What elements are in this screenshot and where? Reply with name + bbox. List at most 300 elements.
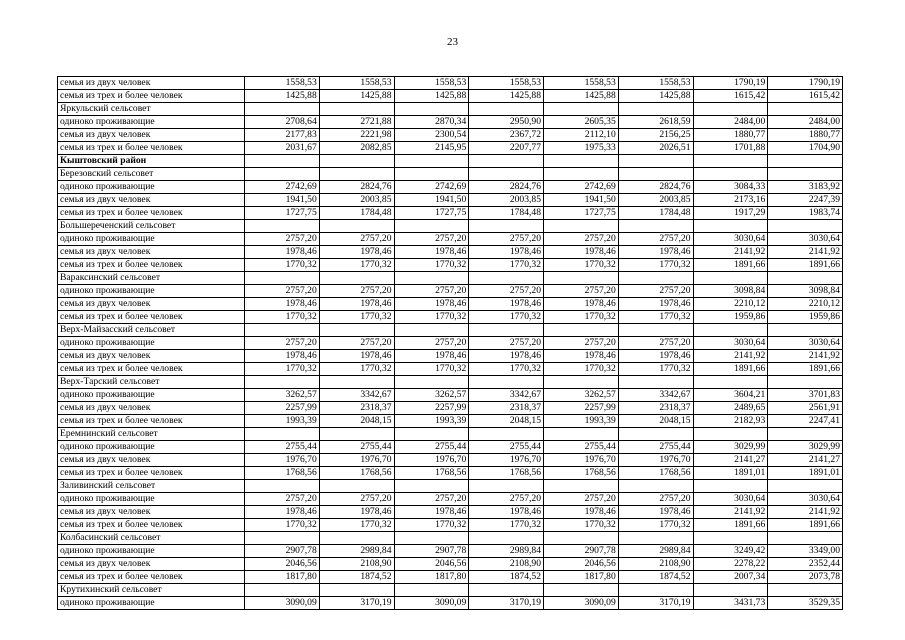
settlement-name: Верх-Майзасский сельсовет bbox=[58, 324, 245, 337]
table-row bbox=[58, 493, 843, 506]
tariff-cell: 2484,00 bbox=[768, 116, 843, 129]
tariff-cell: 1941,50 bbox=[544, 194, 619, 207]
tariff-cell bbox=[319, 376, 394, 389]
tariff-cell: 1770,32 bbox=[319, 363, 394, 376]
settlement-name: Верх-Тарский сельсовет bbox=[58, 376, 245, 389]
settlement-name: Крутихинский сельсовет bbox=[58, 584, 245, 597]
settlement-row bbox=[58, 480, 843, 493]
tariff-cell bbox=[693, 168, 768, 181]
tariff-cell bbox=[469, 376, 544, 389]
tariff-cell: 1770,32 bbox=[469, 259, 544, 272]
table-row bbox=[58, 545, 843, 558]
tariff-cell: 1770,32 bbox=[394, 519, 469, 532]
tariff-cell: 3262,57 bbox=[245, 389, 320, 402]
tariff-cell: 1976,70 bbox=[544, 454, 619, 467]
tariff-cell: 1425,88 bbox=[245, 90, 320, 103]
tariff-cell: 2757,20 bbox=[245, 285, 320, 298]
settlement-row bbox=[58, 428, 843, 441]
tariff-cell: 2046,56 bbox=[245, 558, 320, 571]
tariff-cell bbox=[693, 272, 768, 285]
tariff-cell: 3030,64 bbox=[768, 233, 843, 246]
tariff-cell: 2989,84 bbox=[469, 545, 544, 558]
tariff-cell: 2757,20 bbox=[319, 337, 394, 350]
table-row bbox=[58, 519, 843, 532]
tariff-cell bbox=[693, 376, 768, 389]
tariff-cell: 1874,52 bbox=[319, 571, 394, 584]
settlement-name: Березовский сельсовет bbox=[58, 168, 245, 181]
tariff-cell bbox=[469, 584, 544, 597]
household-category: семья из трех и более человек bbox=[58, 259, 245, 272]
tariff-cell: 1770,32 bbox=[245, 363, 320, 376]
tariff-cell: 1727,75 bbox=[544, 207, 619, 220]
tariff-cell bbox=[768, 272, 843, 285]
tariff-cell bbox=[319, 155, 394, 168]
tariff-cell: 2757,20 bbox=[319, 285, 394, 298]
tariff-cell bbox=[618, 480, 693, 493]
tariff-cell: 1978,46 bbox=[544, 506, 619, 519]
table-row bbox=[58, 246, 843, 259]
tariff-cell: 2755,44 bbox=[618, 441, 693, 454]
tariff-cell bbox=[544, 584, 619, 597]
table-row bbox=[58, 116, 843, 129]
tariff-cell: 2742,69 bbox=[245, 181, 320, 194]
tariff-cell bbox=[768, 324, 843, 337]
tariff-cell: 1891,66 bbox=[693, 519, 768, 532]
tariff-cell: 2950,90 bbox=[469, 116, 544, 129]
tariff-cell bbox=[245, 220, 320, 233]
tariff-cell bbox=[469, 532, 544, 545]
table-row bbox=[58, 129, 843, 142]
tariff-cell bbox=[768, 155, 843, 168]
household-category: семья из трех и более человек bbox=[58, 207, 245, 220]
table-row bbox=[58, 233, 843, 246]
tariff-cell: 2278,22 bbox=[693, 558, 768, 571]
tariff-cell: 3342,67 bbox=[319, 389, 394, 402]
tariff-cell: 1959,86 bbox=[768, 311, 843, 324]
tariff-cell bbox=[618, 428, 693, 441]
tariff-cell: 2757,20 bbox=[618, 337, 693, 350]
settlement-row bbox=[58, 324, 843, 337]
household-category: семья из трех и более человек bbox=[58, 519, 245, 532]
tariff-cell: 2048,15 bbox=[469, 415, 544, 428]
table-row bbox=[58, 558, 843, 571]
tariff-cell: 1768,56 bbox=[544, 467, 619, 480]
household-category: одиноко проживающие bbox=[58, 597, 245, 610]
tariff-cell: 2757,20 bbox=[544, 337, 619, 350]
tariff-cell bbox=[245, 376, 320, 389]
tariff-cell bbox=[319, 168, 394, 181]
table-row bbox=[58, 597, 843, 610]
tariff-cell bbox=[544, 272, 619, 285]
tariff-cell: 2989,84 bbox=[618, 545, 693, 558]
tariff-cell: 1770,32 bbox=[469, 311, 544, 324]
tariff-cell: 1874,52 bbox=[618, 571, 693, 584]
settlement-name: Заливинский сельсовет bbox=[58, 480, 245, 493]
tariff-cell: 3262,57 bbox=[544, 389, 619, 402]
tariff-cell: 1425,88 bbox=[319, 90, 394, 103]
tariff-cell: 1891,66 bbox=[693, 259, 768, 272]
tariff-cell: 2007,34 bbox=[693, 571, 768, 584]
tariff-cell: 2618,59 bbox=[618, 116, 693, 129]
tariff-cell: 1978,46 bbox=[245, 506, 320, 519]
tariff-cell bbox=[394, 272, 469, 285]
tariff-cell: 1983,74 bbox=[768, 207, 843, 220]
tariff-cell: 2257,99 bbox=[245, 402, 320, 415]
tariff-cell: 1770,32 bbox=[544, 363, 619, 376]
tariff-table bbox=[57, 76, 843, 610]
household-category: семья из трех и более человек bbox=[58, 571, 245, 584]
tariff-cell: 2870,34 bbox=[394, 116, 469, 129]
tariff-cell: 3183,92 bbox=[768, 181, 843, 194]
tariff-cell: 3170,19 bbox=[319, 597, 394, 610]
settlement-name: Вараксинский сельсовет bbox=[58, 272, 245, 285]
tariff-cell: 1978,46 bbox=[469, 350, 544, 363]
tariff-cell bbox=[319, 272, 394, 285]
tariff-cell bbox=[469, 324, 544, 337]
tariff-cell: 2318,37 bbox=[618, 402, 693, 415]
tariff-cell: 1770,32 bbox=[618, 363, 693, 376]
household-category: семья из двух человек bbox=[58, 558, 245, 571]
tariff-cell: 2989,84 bbox=[319, 545, 394, 558]
tariff-cell: 1770,32 bbox=[245, 311, 320, 324]
table-row bbox=[58, 142, 843, 155]
tariff-table-body bbox=[58, 77, 843, 610]
tariff-cell bbox=[245, 480, 320, 493]
tariff-cell: 2742,69 bbox=[394, 181, 469, 194]
tariff-cell bbox=[245, 532, 320, 545]
tariff-cell: 1978,46 bbox=[618, 506, 693, 519]
tariff-cell bbox=[394, 532, 469, 545]
household-category: семья из трех и более человек bbox=[58, 142, 245, 155]
tariff-cell: 2708,64 bbox=[245, 116, 320, 129]
household-category: семья из двух человек bbox=[58, 246, 245, 259]
tariff-cell: 1701,88 bbox=[693, 142, 768, 155]
tariff-cell: 2141,92 bbox=[693, 246, 768, 259]
tariff-cell bbox=[245, 155, 320, 168]
tariff-cell: 1784,48 bbox=[319, 207, 394, 220]
tariff-cell: 3090,09 bbox=[245, 597, 320, 610]
tariff-cell: 2742,69 bbox=[544, 181, 619, 194]
tariff-cell bbox=[768, 480, 843, 493]
tariff-cell: 1978,46 bbox=[319, 298, 394, 311]
tariff-cell: 2757,20 bbox=[618, 233, 693, 246]
tariff-cell bbox=[693, 155, 768, 168]
tariff-cell: 2824,76 bbox=[319, 181, 394, 194]
tariff-cell bbox=[245, 168, 320, 181]
household-category: семья из трех и более человек bbox=[58, 467, 245, 480]
tariff-cell: 2757,20 bbox=[245, 337, 320, 350]
tariff-cell bbox=[319, 324, 394, 337]
tariff-cell bbox=[618, 155, 693, 168]
tariff-cell: 2484,00 bbox=[693, 116, 768, 129]
tariff-cell bbox=[618, 532, 693, 545]
table-row bbox=[58, 207, 843, 220]
tariff-cell: 1425,88 bbox=[394, 90, 469, 103]
tariff-cell: 1784,48 bbox=[469, 207, 544, 220]
tariff-cell: 1978,46 bbox=[469, 298, 544, 311]
tariff-cell: 3030,64 bbox=[693, 493, 768, 506]
tariff-cell bbox=[618, 376, 693, 389]
tariff-cell: 2221,98 bbox=[319, 129, 394, 142]
tariff-cell: 2367,72 bbox=[469, 129, 544, 142]
tariff-cell bbox=[693, 428, 768, 441]
tariff-cell: 2141,27 bbox=[693, 454, 768, 467]
table-row bbox=[58, 181, 843, 194]
settlement-row bbox=[58, 168, 843, 181]
tariff-cell: 1978,46 bbox=[618, 350, 693, 363]
tariff-cell bbox=[394, 168, 469, 181]
tariff-cell bbox=[544, 220, 619, 233]
tariff-cell bbox=[394, 428, 469, 441]
tariff-cell: 1976,70 bbox=[618, 454, 693, 467]
tariff-cell bbox=[319, 584, 394, 597]
tariff-cell bbox=[245, 428, 320, 441]
tariff-cell: 1770,32 bbox=[319, 519, 394, 532]
tariff-cell bbox=[768, 584, 843, 597]
tariff-cell bbox=[469, 220, 544, 233]
tariff-cell: 1978,46 bbox=[319, 246, 394, 259]
tariff-cell: 2026,51 bbox=[618, 142, 693, 155]
tariff-cell: 1768,56 bbox=[319, 467, 394, 480]
tariff-cell: 3262,57 bbox=[394, 389, 469, 402]
table-row bbox=[58, 363, 843, 376]
tariff-cell bbox=[618, 220, 693, 233]
tariff-cell: 1978,46 bbox=[394, 246, 469, 259]
tariff-cell bbox=[768, 168, 843, 181]
tariff-cell: 2757,20 bbox=[469, 233, 544, 246]
tariff-cell: 2082,85 bbox=[319, 142, 394, 155]
tariff-cell bbox=[768, 103, 843, 116]
tariff-cell: 2207,77 bbox=[469, 142, 544, 155]
tariff-cell bbox=[693, 584, 768, 597]
tariff-cell: 1425,88 bbox=[544, 90, 619, 103]
tariff-cell: 2907,78 bbox=[544, 545, 619, 558]
tariff-cell: 2755,44 bbox=[319, 441, 394, 454]
tariff-cell: 1978,46 bbox=[469, 246, 544, 259]
tariff-cell: 2757,20 bbox=[319, 493, 394, 506]
table-row bbox=[58, 194, 843, 207]
household-category: одиноко проживающие bbox=[58, 116, 245, 129]
tariff-cell: 2108,90 bbox=[618, 558, 693, 571]
tariff-cell: 2352,44 bbox=[768, 558, 843, 571]
tariff-cell: 1558,53 bbox=[319, 77, 394, 90]
tariff-cell: 2247,41 bbox=[768, 415, 843, 428]
tariff-cell: 1993,39 bbox=[544, 415, 619, 428]
household-category: семья из трех и более человек bbox=[58, 415, 245, 428]
tariff-cell bbox=[319, 103, 394, 116]
tariff-cell bbox=[319, 480, 394, 493]
tariff-cell: 1941,50 bbox=[245, 194, 320, 207]
tariff-cell: 1978,46 bbox=[394, 506, 469, 519]
tariff-cell: 1558,53 bbox=[245, 77, 320, 90]
tariff-cell: 1770,32 bbox=[618, 519, 693, 532]
tariff-cell: 2757,20 bbox=[469, 493, 544, 506]
table-row bbox=[58, 298, 843, 311]
tariff-cell: 3249,42 bbox=[693, 545, 768, 558]
tariff-cell: 2108,90 bbox=[469, 558, 544, 571]
tariff-cell: 1891,66 bbox=[768, 259, 843, 272]
tariff-cell: 2318,37 bbox=[469, 402, 544, 415]
tariff-cell: 1727,75 bbox=[394, 207, 469, 220]
tariff-cell bbox=[319, 532, 394, 545]
tariff-cell: 3084,33 bbox=[693, 181, 768, 194]
tariff-cell bbox=[245, 584, 320, 597]
household-category: семья из двух человек bbox=[58, 298, 245, 311]
tariff-cell: 1770,32 bbox=[544, 519, 619, 532]
tariff-cell: 3090,09 bbox=[544, 597, 619, 610]
tariff-cell bbox=[768, 428, 843, 441]
tariff-cell: 1425,88 bbox=[618, 90, 693, 103]
tariff-cell bbox=[768, 532, 843, 545]
tariff-cell bbox=[469, 480, 544, 493]
tariff-cell: 2300,54 bbox=[394, 129, 469, 142]
tariff-cell bbox=[394, 376, 469, 389]
tariff-cell: 2141,92 bbox=[768, 350, 843, 363]
tariff-cell: 1615,42 bbox=[768, 90, 843, 103]
tariff-cell: 2907,78 bbox=[245, 545, 320, 558]
settlement-name: Большереченский сельсовет bbox=[58, 220, 245, 233]
tariff-cell: 1727,75 bbox=[245, 207, 320, 220]
tariff-cell: 2561,91 bbox=[768, 402, 843, 415]
tariff-cell: 1615,42 bbox=[693, 90, 768, 103]
tariff-cell: 1978,46 bbox=[618, 298, 693, 311]
tariff-cell: 1558,53 bbox=[469, 77, 544, 90]
tariff-cell: 1817,80 bbox=[245, 571, 320, 584]
tariff-cell: 2757,20 bbox=[394, 233, 469, 246]
table-row bbox=[58, 337, 843, 350]
tariff-cell bbox=[469, 428, 544, 441]
tariff-cell: 1770,32 bbox=[469, 519, 544, 532]
table-row bbox=[58, 454, 843, 467]
tariff-cell: 2210,12 bbox=[768, 298, 843, 311]
household-category: одиноко проживающие bbox=[58, 285, 245, 298]
tariff-cell: 1978,46 bbox=[544, 298, 619, 311]
tariff-cell: 1976,70 bbox=[245, 454, 320, 467]
tariff-cell bbox=[768, 220, 843, 233]
tariff-cell: 1425,88 bbox=[469, 90, 544, 103]
tariff-cell bbox=[394, 584, 469, 597]
settlement-row bbox=[58, 584, 843, 597]
tariff-cell: 1558,53 bbox=[544, 77, 619, 90]
tariff-cell: 2003,85 bbox=[618, 194, 693, 207]
tariff-cell: 1770,32 bbox=[544, 311, 619, 324]
tariff-cell: 2755,44 bbox=[469, 441, 544, 454]
tariff-cell: 1976,70 bbox=[394, 454, 469, 467]
tariff-cell bbox=[618, 324, 693, 337]
tariff-cell: 1790,19 bbox=[768, 77, 843, 90]
tariff-cell: 1891,66 bbox=[768, 519, 843, 532]
household-category: одиноко проживающие bbox=[58, 233, 245, 246]
tariff-cell: 1976,70 bbox=[469, 454, 544, 467]
table-row bbox=[58, 402, 843, 415]
tariff-cell bbox=[544, 168, 619, 181]
household-category: семья из двух человек bbox=[58, 350, 245, 363]
tariff-cell bbox=[394, 155, 469, 168]
tariff-cell: 2755,44 bbox=[245, 441, 320, 454]
tariff-cell: 1770,32 bbox=[544, 259, 619, 272]
tariff-cell: 1770,32 bbox=[394, 363, 469, 376]
tariff-cell: 2108,90 bbox=[319, 558, 394, 571]
tariff-cell: 2755,44 bbox=[544, 441, 619, 454]
tariff-cell: 1917,29 bbox=[693, 207, 768, 220]
tariff-cell: 1976,70 bbox=[319, 454, 394, 467]
tariff-cell bbox=[544, 480, 619, 493]
tariff-cell bbox=[469, 155, 544, 168]
tariff-cell: 1993,39 bbox=[245, 415, 320, 428]
tariff-cell: 2182,93 bbox=[693, 415, 768, 428]
settlement-name: Яркульский сельсовет bbox=[58, 103, 245, 116]
settlement-name: Колбасинский сельсовет bbox=[58, 532, 245, 545]
tariff-cell: 3342,67 bbox=[469, 389, 544, 402]
tariff-cell: 2757,20 bbox=[245, 493, 320, 506]
household-category: семья из двух человек bbox=[58, 194, 245, 207]
tariff-cell: 1770,32 bbox=[319, 311, 394, 324]
tariff-cell: 3029,99 bbox=[693, 441, 768, 454]
table-row bbox=[58, 259, 843, 272]
tariff-cell: 1874,52 bbox=[469, 571, 544, 584]
tariff-cell: 2257,99 bbox=[544, 402, 619, 415]
tariff-cell: 2757,20 bbox=[544, 233, 619, 246]
tariff-cell bbox=[544, 428, 619, 441]
household-category: одиноко проживающие bbox=[58, 493, 245, 506]
tariff-cell: 2318,37 bbox=[319, 402, 394, 415]
table-row bbox=[58, 441, 843, 454]
tariff-cell: 1784,48 bbox=[618, 207, 693, 220]
settlement-row bbox=[58, 532, 843, 545]
tariff-cell: 2141,27 bbox=[768, 454, 843, 467]
settlement-name: Еремнинский сельсовет bbox=[58, 428, 245, 441]
tariff-cell: 1768,56 bbox=[394, 467, 469, 480]
settlement-row bbox=[58, 103, 843, 116]
tariff-cell: 3529,35 bbox=[768, 597, 843, 610]
tariff-cell: 1978,46 bbox=[245, 298, 320, 311]
tariff-cell bbox=[693, 324, 768, 337]
tariff-cell: 2757,20 bbox=[544, 285, 619, 298]
tariff-cell: 2141,92 bbox=[693, 506, 768, 519]
tariff-cell bbox=[394, 480, 469, 493]
tariff-cell: 2210,12 bbox=[693, 298, 768, 311]
tariff-cell bbox=[469, 272, 544, 285]
tariff-cell: 2757,20 bbox=[618, 285, 693, 298]
tariff-cell: 1978,46 bbox=[544, 246, 619, 259]
district-name: Кыштовский район bbox=[58, 155, 245, 168]
table-row bbox=[58, 285, 843, 298]
tariff-cell: 2003,85 bbox=[319, 194, 394, 207]
tariff-cell: 2757,20 bbox=[394, 285, 469, 298]
tariff-cell: 2757,20 bbox=[319, 233, 394, 246]
tariff-cell: 1978,46 bbox=[544, 350, 619, 363]
tariff-cell: 2048,15 bbox=[618, 415, 693, 428]
tariff-cell: 2145,95 bbox=[394, 142, 469, 155]
tariff-cell: 2824,76 bbox=[618, 181, 693, 194]
tariff-cell: 1959,86 bbox=[693, 311, 768, 324]
tariff-cell: 1558,53 bbox=[618, 77, 693, 90]
tariff-cell: 1770,32 bbox=[618, 311, 693, 324]
tariff-cell: 1790,19 bbox=[693, 77, 768, 90]
table-row bbox=[58, 415, 843, 428]
tariff-cell: 1891,66 bbox=[768, 363, 843, 376]
tariff-cell: 1770,32 bbox=[469, 363, 544, 376]
tariff-cell: 1770,32 bbox=[245, 519, 320, 532]
tariff-cell: 2173,16 bbox=[693, 194, 768, 207]
tariff-cell: 2031,67 bbox=[245, 142, 320, 155]
household-category: одиноко проживающие bbox=[58, 441, 245, 454]
tariff-cell: 2003,85 bbox=[469, 194, 544, 207]
table-row bbox=[58, 77, 843, 90]
tariff-cell: 1770,32 bbox=[319, 259, 394, 272]
tariff-cell: 1880,77 bbox=[693, 129, 768, 142]
tariff-cell: 1768,56 bbox=[618, 467, 693, 480]
